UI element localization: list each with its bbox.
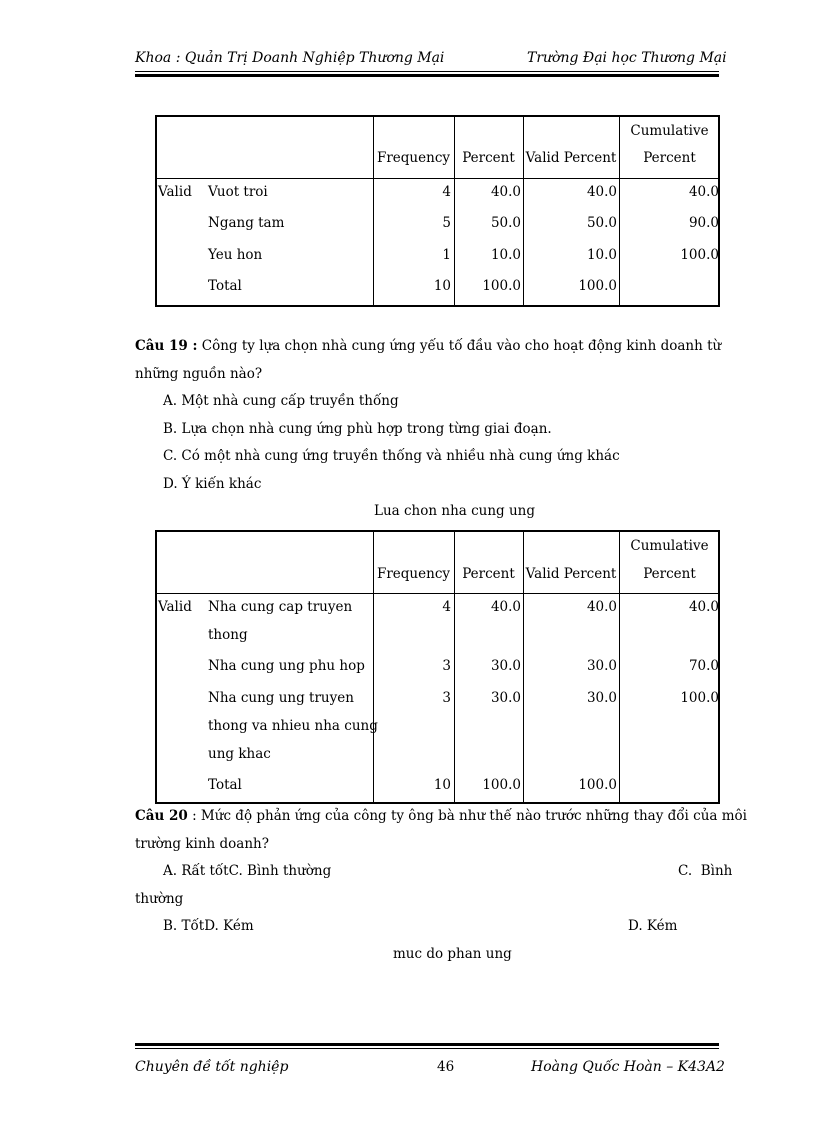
cell-percent: 100.0 bbox=[482, 777, 521, 793]
header-rule-thin bbox=[135, 71, 719, 72]
q20-caption: muc do phan ung bbox=[393, 946, 512, 962]
header-right: Trường Đại học Thương Mại bbox=[527, 50, 727, 66]
table-2 bbox=[155, 530, 720, 804]
cell-valid-percent: 30.0 bbox=[586, 658, 617, 674]
col-header: Percent bbox=[643, 150, 696, 166]
q20-option-b: B. TốtD. Kém bbox=[163, 918, 254, 934]
group-label: Valid bbox=[158, 599, 192, 615]
q19-line2: những nguồn nào? bbox=[135, 366, 263, 382]
col-header: Percent bbox=[462, 566, 515, 582]
cell-frequency: 3 bbox=[442, 658, 451, 674]
header-left: Khoa : Quản Trị Doanh Nghiệp Thương Mại bbox=[135, 50, 445, 66]
header-rule-thick bbox=[135, 74, 719, 77]
q20-line2: trường kinh doanh? bbox=[135, 836, 269, 852]
row-label: thong bbox=[208, 627, 248, 643]
q20-line1 bbox=[135, 808, 747, 824]
cell-percent: 40.0 bbox=[490, 599, 521, 615]
row-label: Nha cung ung phu hop bbox=[208, 658, 365, 674]
row-label: thong va nhieu nha cung bbox=[208, 718, 378, 734]
cell-valid-percent: 100.0 bbox=[578, 777, 617, 793]
cell-frequency: 5 bbox=[442, 215, 451, 231]
q20-option-c-letter: C. bbox=[678, 863, 693, 879]
cell-percent: 30.0 bbox=[490, 658, 521, 674]
row-label: Ngang tam bbox=[208, 215, 285, 231]
cell-valid-percent: 100.0 bbox=[578, 278, 617, 294]
q20-option-a: A. Rất tốtC. Bình thường bbox=[163, 863, 332, 879]
row-label: Nha cung cap truyen bbox=[208, 599, 353, 615]
col-header: Cumulative bbox=[630, 538, 709, 554]
q19-number: Câu 19 : bbox=[135, 338, 198, 354]
cell-cumulative: 100.0 bbox=[680, 247, 719, 263]
row-label: Nha cung ung truyen bbox=[208, 690, 354, 706]
row-label: Total bbox=[208, 777, 242, 793]
col-header: Cumulative bbox=[630, 123, 709, 139]
cell-valid-percent: 40.0 bbox=[586, 184, 617, 200]
footer-rule-thick bbox=[135, 1043, 719, 1046]
cell-cumulative: 100.0 bbox=[680, 690, 719, 706]
q19-line1 bbox=[135, 338, 721, 354]
cell-percent: 30.0 bbox=[490, 690, 521, 706]
cell-percent: 100.0 bbox=[482, 278, 521, 294]
col-header: Frequency bbox=[376, 566, 451, 582]
cell-frequency: 4 bbox=[442, 184, 451, 200]
cell-percent: 10.0 bbox=[490, 247, 521, 263]
col-header: Frequency bbox=[376, 150, 451, 166]
q19-option-b: B. Lựa chọn nhà cung ứng phù hợp trong từng giai đoạn. bbox=[163, 421, 552, 437]
cell-cumulative: 40.0 bbox=[688, 599, 719, 615]
cell-frequency: 3 bbox=[442, 690, 451, 706]
cell-valid-percent: 10.0 bbox=[586, 247, 617, 263]
cell-cumulative: 70.0 bbox=[688, 658, 719, 674]
cell-cumulative: 90.0 bbox=[688, 215, 719, 231]
col-header: Valid Percent bbox=[525, 150, 617, 166]
q20-option-c bbox=[678, 863, 732, 879]
cell-percent: 50.0 bbox=[490, 215, 521, 231]
cell-frequency: 4 bbox=[442, 599, 451, 615]
q19-option-a: A. Một nhà cung cấp truyền thống bbox=[163, 393, 399, 409]
q19-option-d: D. Ý kiến khác bbox=[163, 476, 262, 492]
row-label: Total bbox=[208, 278, 242, 294]
row-label: Vuot troi bbox=[208, 184, 268, 200]
q20-option-d: D. Kém bbox=[628, 918, 678, 934]
footer-left: Chuyên đề tốt nghiệp bbox=[135, 1059, 289, 1075]
cell-valid-percent: 30.0 bbox=[586, 690, 617, 706]
row-label: Yeu hon bbox=[208, 247, 263, 263]
cell-valid-percent: 50.0 bbox=[586, 215, 617, 231]
cell-frequency: 10 bbox=[433, 278, 451, 294]
q20-option-c-text: Bình bbox=[700, 863, 733, 879]
q19-text: Công ty lựa chọn nhà cung ứng yếu tố đầu vào cho hoạt động kinh doanh từ bbox=[201, 338, 722, 354]
q20-option-c-cont: thường bbox=[135, 891, 184, 907]
footer-right: Hoàng Quốc Hoàn – K43A2 bbox=[531, 1059, 725, 1075]
col-header: Percent bbox=[462, 150, 515, 166]
cell-cumulative: 40.0 bbox=[688, 184, 719, 200]
q20-text: : Mức độ phản ứng của công ty ông bà như thế nào trước những thay đổi của môi bbox=[192, 808, 748, 824]
cell-percent: 40.0 bbox=[490, 184, 521, 200]
q19-option-c: C. Có một nhà cung ứng truyền thống và nhiều nhà cung ứng khác bbox=[163, 448, 620, 464]
table2-title: Lua chon nha cung ung bbox=[374, 503, 536, 519]
footer-rule-thin bbox=[135, 1048, 719, 1049]
row-label: ung khac bbox=[208, 746, 271, 762]
cell-valid-percent: 40.0 bbox=[586, 599, 617, 615]
col-header: Valid Percent bbox=[525, 566, 617, 582]
q20-number: Câu 20 bbox=[135, 808, 188, 824]
table-1 bbox=[155, 115, 720, 307]
col-header: Percent bbox=[643, 566, 696, 582]
group-label: Valid bbox=[158, 184, 192, 200]
cell-frequency: 1 bbox=[442, 247, 451, 263]
cell-frequency: 10 bbox=[433, 777, 451, 793]
page-number: 46 bbox=[437, 1059, 455, 1075]
